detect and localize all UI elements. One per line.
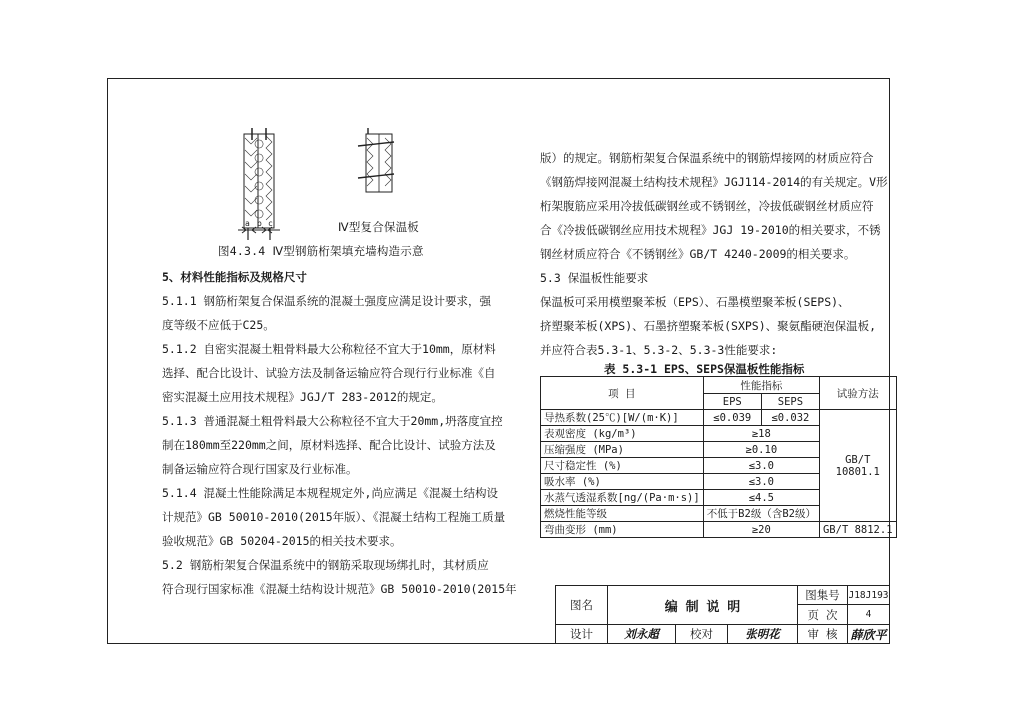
paragraph-line: 选择、配合比设计、试验方法及制备运输应符合现行行业标准《自: [162, 366, 496, 380]
header-eps: EPS: [703, 394, 761, 410]
row-value: ≤4.5: [703, 490, 819, 506]
paragraph-line: 钢丝材质应符合《不锈钢丝》GB/T 4240-2009的相关要求。: [540, 247, 856, 261]
checker-signature: 张明花: [728, 625, 798, 644]
paragraph-line: 5.1.1 钢筋桁架复合保温系统的混凝土强度应满足设计要求，强: [162, 294, 492, 308]
row-value: ≥20: [703, 522, 819, 538]
row-item: 弯曲变形 (mm): [541, 522, 704, 538]
review-label: 审 核: [798, 625, 848, 644]
section-heading: 5、材料性能指标及规格尺寸: [162, 270, 307, 284]
left-text-column: [162, 265, 517, 601]
atlas-no-label: 图集号: [798, 586, 848, 605]
paragraph-line: 密实混凝土应用技术规程》JGJ/T 283-2012的规定。: [162, 390, 443, 404]
paragraph-line: 5.1.4 混凝土性能除满足本规程规定外,尚应满足《混凝土结构设: [162, 486, 498, 500]
row-value: ≥0.10: [703, 442, 819, 458]
row-item: 燃烧性能等级: [541, 506, 704, 522]
method-main: GB/T 10801.1: [819, 410, 896, 522]
table-row: [541, 410, 897, 426]
page-no: 4: [848, 605, 890, 625]
figure-caption: 图4.3.4 Ⅳ型钢筋桁架填充墙构造示意: [218, 244, 424, 258]
title-block: [555, 585, 890, 644]
paragraph-line: 桁架腹筋应采用冷拔低碳钢丝或不锈钢丝，冷拔低碳钢丝材质应符: [540, 199, 874, 213]
drawing-title: 编 制 说 明: [608, 586, 798, 625]
reviewer-signature: 薛欣平: [848, 625, 890, 644]
row-seps: ≤0.032: [761, 410, 819, 426]
paragraph-line: 验收规范》GB 50204-2015的相关技术要求。: [162, 534, 402, 548]
paragraph-line: 《钢筋焊接网混凝土结构技术规程》JGJ114-2014的有关规定。V形: [540, 175, 888, 189]
figure-board-label: Ⅳ型复合保温板: [338, 220, 420, 234]
paragraph-line: 并应符合表5.3-1、5.3-2、5.3-3性能要求:: [540, 343, 778, 357]
paragraph-line: 5.1.3 普通混凝土粗骨料最大公称粒径不宜大于20mm,坍落度宜控: [162, 414, 503, 428]
table-title: 表 5.3-1 EPS、SEPS保温板性能指标: [604, 362, 805, 376]
header-performance: 性能指标: [703, 377, 819, 394]
paragraph-line: 度等级不应低于C25。: [162, 318, 275, 332]
row-value: ≤3.0: [703, 458, 819, 474]
row-eps: ≤0.039: [703, 410, 761, 426]
paragraph-line: 挤塑聚苯板(XPS)、石墨挤塑聚苯板(SXPS)、聚氨酯硬泡保温板,: [540, 319, 877, 333]
row-item: 压缩强度 (MPa): [541, 442, 704, 458]
performance-table: [540, 376, 897, 538]
row-item: 吸水率 (%): [541, 474, 704, 490]
dim-b: b: [257, 219, 262, 228]
row-value: ≤3.0: [703, 474, 819, 490]
row-item: 尺寸稳定性 (%): [541, 458, 704, 474]
atlas-no: J18J193: [848, 586, 890, 605]
paragraph-line: 合《冷拔低碳钢丝应用技术规程》JGJ 19-2010的相关要求，不锈: [540, 223, 881, 237]
header-seps: SEPS: [761, 394, 819, 410]
paragraph-line: 计规范》GB 50010-2010(2015年版）、《混凝土结构工程施工质量: [162, 510, 506, 524]
table-row: [541, 522, 897, 538]
paragraph-line: 5.1.2 自密实混凝土粗骨料最大公称粒径不宜大于10mm，原材料: [162, 342, 496, 356]
dim-c: c: [268, 219, 273, 228]
row-item: 水蒸气透湿系数[ng/(Pa·m·s)]: [541, 490, 704, 506]
row-value: 不低于B2级（含B2级）: [703, 506, 819, 522]
paragraph-line: 符合现行国家标准《混凝土结构设计规范》GB 50010-2010(2015年: [162, 582, 517, 596]
header-item: 项 目: [541, 377, 704, 410]
row-item: 表观密度 (kg/m³): [541, 426, 704, 442]
designer-signature: 刘永超: [608, 625, 676, 644]
paragraph-line: 版）的规定。钢筋桁架复合保温系统中的钢筋焊接网的材质应符合: [540, 151, 874, 165]
section-heading: 5.3 保温板性能要求: [540, 271, 649, 285]
page-label: 页 次: [798, 605, 848, 625]
paragraph-line: 制在180mm至220mm之间，原材料选择、配合比设计、试验方法及: [162, 438, 496, 452]
method-last: GB/T 8812.1: [819, 522, 896, 538]
check-label: 校对: [676, 625, 728, 644]
row-value: ≥18: [703, 426, 819, 442]
title-block-name-label: 图名: [556, 586, 608, 625]
right-text-column: [540, 146, 888, 362]
paragraph-line: 制备运输应符合现行国家及行业标准。: [162, 462, 358, 476]
dim-a: a: [245, 219, 250, 228]
row-item: 导热系数(25℃)[W/(m·K)]: [541, 410, 704, 426]
paragraph-line: 5.2 钢筋桁架复合保温系统中的钢筋采取现场绑扎时，其材质应: [162, 558, 489, 572]
paragraph-line: 保温板可采用模塑聚苯板（EPS）、石墨模塑聚苯板(SEPS)、: [540, 295, 850, 309]
header-method: 试验方法: [819, 377, 896, 410]
design-label: 设计: [556, 625, 608, 644]
